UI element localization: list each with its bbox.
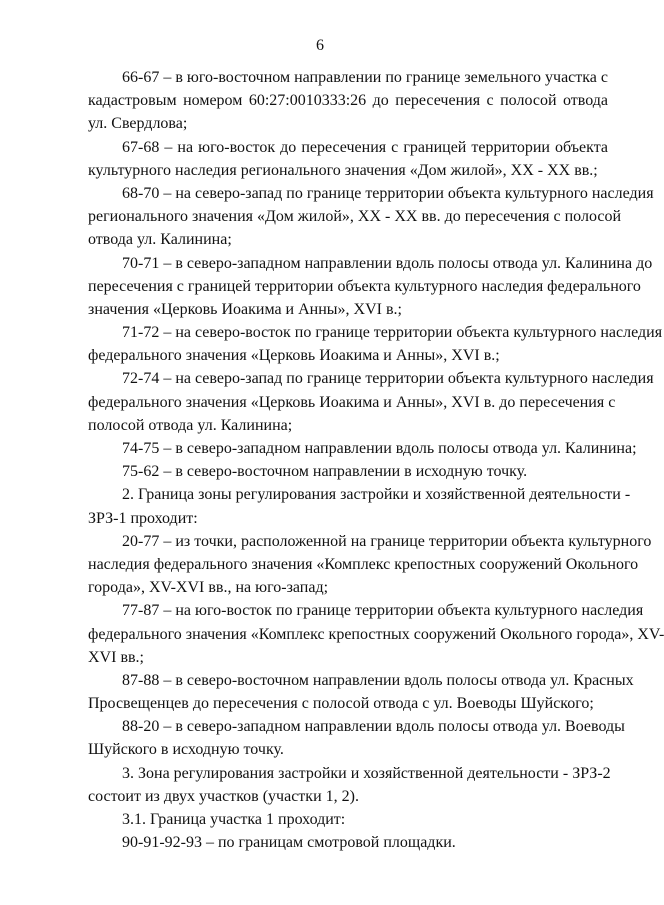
text-line: состоит из двух участков (участки 1, 2). [88,787,359,805]
text-line: 77-87 – на юго-восток по границе территории объекта культурного наследия [122,602,644,620]
text-line: 70-71 – в северо-западном направлении вдоль полосы отвода ул. Калинина до [122,254,653,272]
text-line: ЗРЗ-1 проходит: [88,509,198,527]
text-line: 74-75 – в северо-западном направлении вдоль полосы отвода ул. Калинина; [122,440,637,457]
text-line: города», XV-XVI вв., на юго-запад; [88,579,329,597]
text-line: 71-72 – на северо-восток по границе территории объекта культурного наследия [122,324,663,342]
text-line: 67-68 – на юго-восток до пересечения с границей территории объекта [122,138,608,156]
paragraph [88,321,663,367]
text-line: 2. Граница зоны регулирования застройки и хозяйственной деятельности - [122,486,631,504]
paragraph [88,136,608,182]
text-line: 75-62 – в северо-восточном направлении в исходную точку. [122,463,528,481]
text-line: 90-91-92-93 – по границам смотровой площадки. [122,834,456,852]
text-line: значения «Церковь Иоакима и Анны», XVI в.; [88,300,402,318]
paragraph [88,808,608,831]
text-line: пересечения с границей территории объекта культурного наследия федерального [88,277,641,295]
text-line: 3.1. Граница участка 1 проходит: [122,811,346,828]
paragraph [88,460,608,483]
text-line: Просвещенцев до пересечения с полосой отвода с ул. Воеводы Шуйского; [88,695,594,713]
text-line: наследия федерального значения «Комплекс крепостных сооружений Окольного [88,555,639,573]
paragraph [88,762,611,808]
paragraph [88,715,625,761]
text-line: отвода ул. Калинина; [88,231,232,249]
text-line: 72-74 – на северо-запад по границе территории объекта культурного наследия [122,370,654,388]
text-line: ул. Свердлова; [88,115,188,133]
page-number: 6 [316,37,324,54]
paragraph [88,367,654,437]
paragraph [88,530,652,600]
paragraph [88,182,654,252]
text-line: 87-88 – в северо-восточном направлении вдоль полосы отвода ул. Красных [122,671,634,689]
paragraph [88,831,608,854]
text-line: XVI вв.; [88,648,144,666]
text-line: полосой отвода ул. Калинина; [88,416,293,434]
text-line: 88-20 – в северо-западном направлении вдоль полосы отвода ул. Воеводы [122,718,625,736]
paragraph [88,437,637,460]
text-line: культурного наследия регионального значения «Дом жилой», XX - XX вв.; [88,161,598,179]
paragraph [88,252,653,322]
text-line: федерального значения «Церковь Иоакима и Анны», XVI в. до пересечения с [88,393,616,411]
text-line: кадастровым номером 60:27:0010333:26 до пересечения с полосой отвода [88,92,608,110]
text-line: федерального значения «Церковь Иоакима и Анны», XVI в.; [88,347,500,365]
text-line: Шуйского в исходную точку. [88,741,284,759]
paragraph [88,66,608,136]
text-line: 3. Зона регулирования застройки и хозяйственной деятельности - ЗРЗ-2 [122,764,611,782]
paragraph [88,669,634,715]
paragraph [88,483,631,529]
text-line: федерального значения «Комплекс крепостных сооружений Окольного города», XV- [88,625,664,643]
text-line: 66-67 – в юго-восточном направлении по границе земельного участка с [122,69,608,86]
document-body [88,66,664,854]
paragraph [88,599,664,669]
text-line: регионального значения «Дом жилой», XX - XX вв. до пересечения с полосой [88,208,622,226]
text-line: 68-70 – на северо-запад по границе территории объекта культурного наследия [122,184,654,202]
text-line: 20-77 – из точки, расположенной на границе территории объекта культурного [122,532,652,550]
